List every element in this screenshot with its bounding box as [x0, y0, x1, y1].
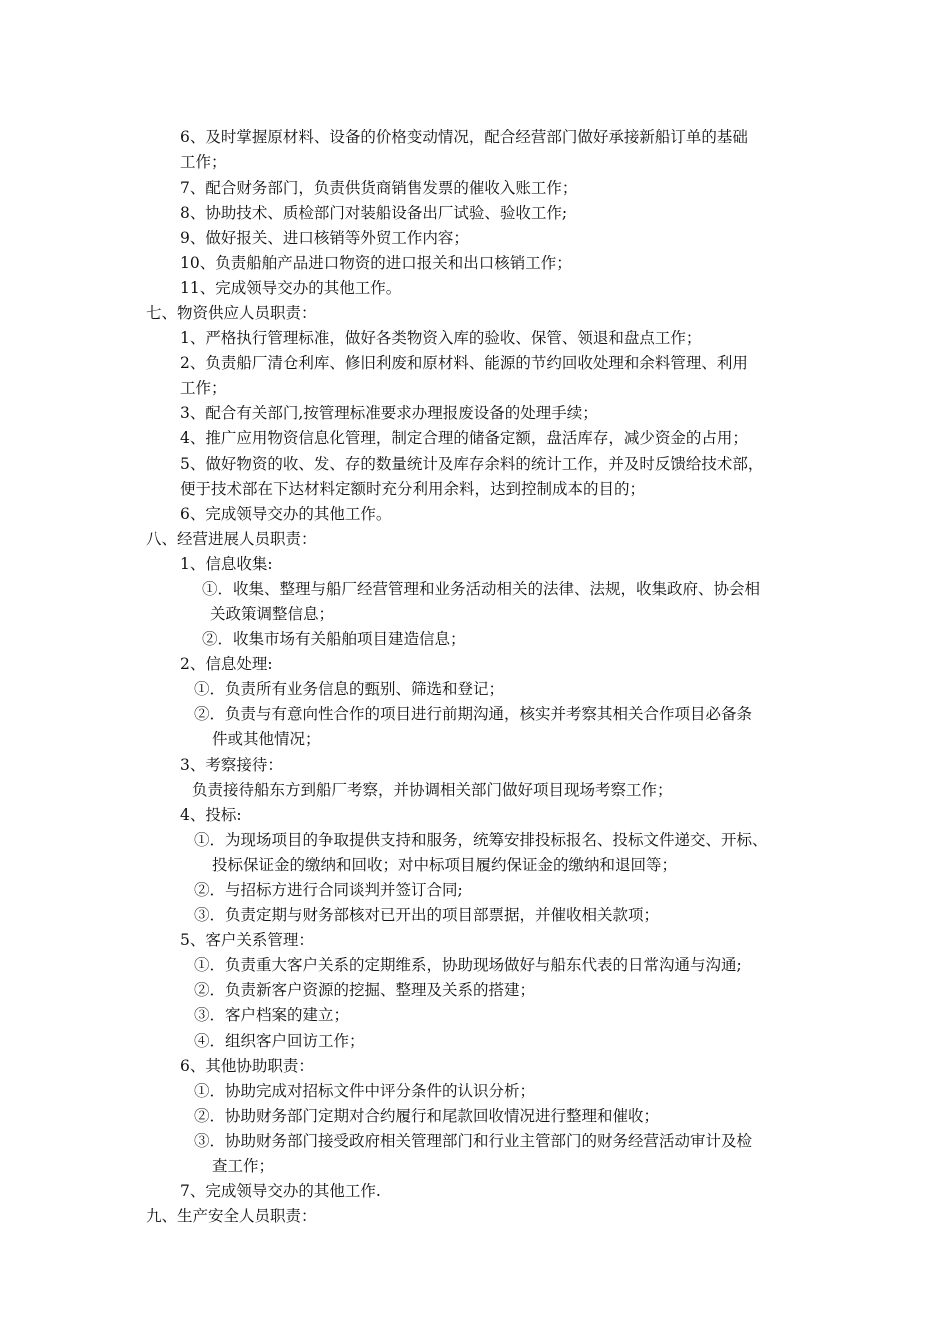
text-line: 1、信息收集: [180, 555, 273, 573]
text-line: 5、做好物资的收、发、存的数量统计及库存余料的统计工作，并及时反馈给技术部， [180, 455, 764, 473]
section-heading: 八、经营进展人员职责： [146, 530, 317, 548]
text-line: 件或其他情况； [212, 730, 321, 748]
section-heading: 九、生产安全人员职责： [146, 1207, 317, 1225]
text-line: 5、客户关系管理： [180, 931, 314, 949]
section-heading: 七、物资供应人员职责： [146, 304, 317, 322]
text-line: 10、负责船舶产品进口物资的进口报关和出口核销工作； [180, 254, 572, 272]
text-line: ②．收集市场有关船舶项目建造信息； [202, 630, 466, 648]
text-line: ④．组织客户回访工作； [194, 1032, 365, 1050]
text-line: 工作； [180, 153, 227, 171]
text-line: ①．负责所有业务信息的甄别、筛选和登记； [194, 680, 505, 698]
text-line: 工作； [180, 379, 227, 397]
text-line: 查工作； [212, 1157, 275, 1175]
text-line: 3、考察接待： [180, 756, 283, 774]
text-line: 3、配合有关部门,按管理标准要求办理报废设备的处理手续； [180, 404, 598, 422]
text-line: ③．负责定期与财务部核对已开出的项目部票据，并催收相关款项； [194, 906, 660, 924]
text-line: 2、负责船厂清仓利库、修旧利废和原材料、能源的节约回收处理和余料管理、利用 [180, 354, 748, 372]
text-line: ②．与招标方进行合同谈判并签订合同; [194, 881, 463, 899]
text-line: 11、完成领导交办的其他工作。 [180, 279, 402, 297]
text-line: 6、其他协助职责： [180, 1057, 314, 1075]
text-line: 2、信息处理: [180, 655, 273, 673]
text-line: 便于技术部在下达材料定额时充分利用余料，达到控制成本的目的； [180, 480, 646, 498]
text-line: 8、协助技术、质检部门对装船设备出厂试验、验收工作; [180, 204, 568, 222]
text-line: ①．为现场项目的争取提供支持和服务，统筹安排投标报名、投标文件递交、开标、 [194, 831, 768, 849]
text-line: 4、推广应用物资信息化管理，制定合理的储备定额，盘活库存，减少资金的占用； [180, 429, 748, 447]
text-line: 负责接待船东方到船厂考察，并协调相关部门做好项目现场考察工作； [192, 781, 673, 799]
text-line: 6、完成领导交办的其他工作。 [180, 505, 392, 523]
text-line: 1、严格执行管理标准，做好各类物资入库的验收、保管、领退和盘点工作； [180, 329, 702, 347]
text-line: 关政策调整信息； [210, 605, 335, 623]
text-line: 4、投标: [180, 806, 242, 824]
text-line: ①．负责重大客户关系的定期维系，协助现场做好与船东代表的日常沟通与沟通; [194, 956, 742, 974]
text-line: 7、配合财务部门，负责供货商销售发票的催收入账工作； [180, 179, 578, 197]
text-line: 9、做好报关、进口核销等外贸工作内容； [180, 229, 469, 247]
text-line: ③．协助财务部门接受政府相关管理部门和行业主管部门的财务经营活动审计及检 [194, 1132, 753, 1150]
text-line: ①．收集、整理与船厂经营管理和业务活动相关的法律、法规，收集政府、协会相 [202, 580, 761, 598]
text-line: ①．协助完成对招标文件中评分条件的认识分析； [194, 1082, 536, 1100]
text-line: 7、完成领导交办的其他工作. [180, 1182, 381, 1200]
text-line: ③．客户档案的建立； [194, 1006, 350, 1024]
text-line: ②．负责与有意向性合作的项目进行前期沟通，核实并考察其相关合作项目必备条 [194, 705, 753, 723]
text-line: 投标保证金的缴纳和回收；对中标项目履约保证金的缴纳和退回等； [212, 856, 678, 874]
text-line: ②．协助财务部门定期对合约履行和尾款回收情况进行整理和催收； [194, 1107, 660, 1125]
text-line: ②．负责新客户资源的挖掘、整理及关系的搭建； [194, 981, 536, 999]
text-line: 6、及时掌握原材料、设备的价格变动情况，配合经营部门做好承接新船订单的基础 [180, 128, 748, 146]
